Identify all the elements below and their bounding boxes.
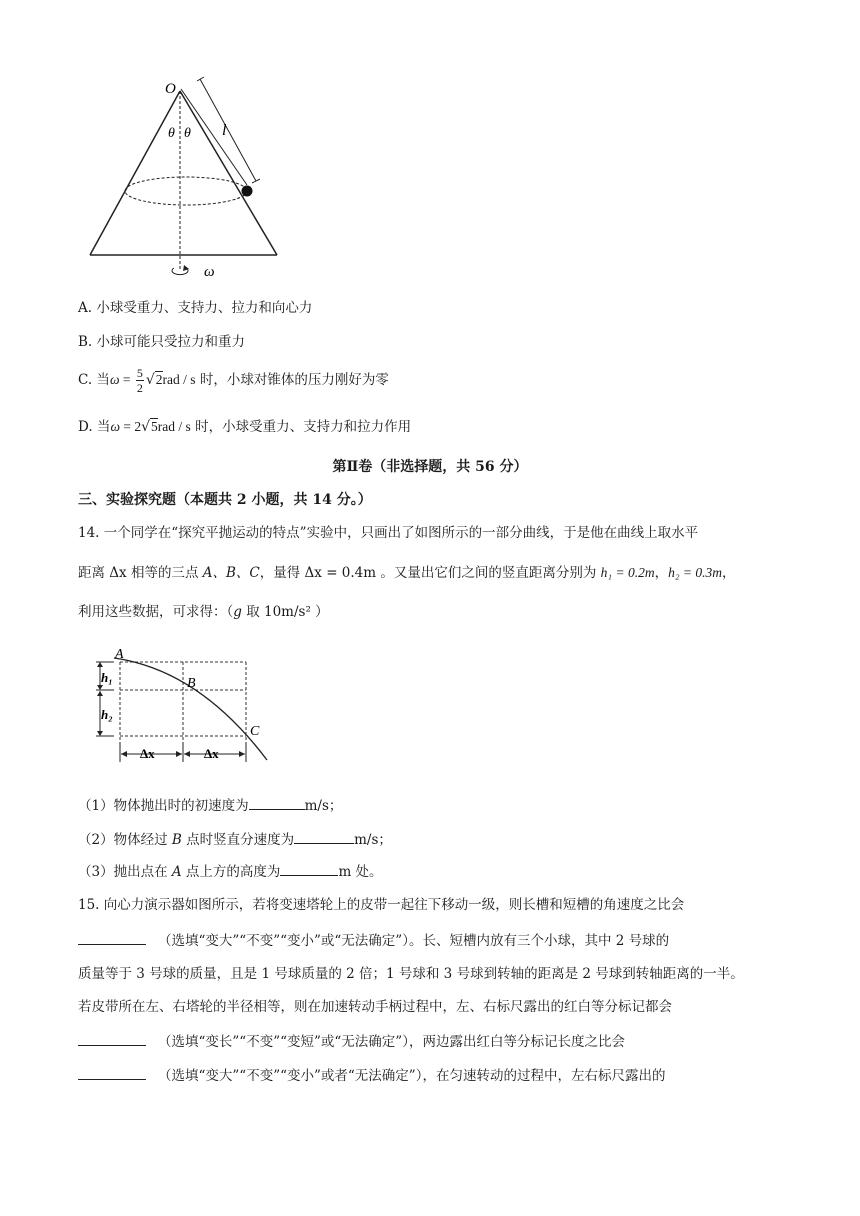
q14-sub1-unit: m/s；: [304, 798, 343, 814]
option-d: [78, 417, 411, 437]
q14-sub3: [78, 861, 383, 882]
part2-title: 第Ⅱ卷（非选择题，共 56 分）: [332, 459, 528, 475]
q15-line5-text: （选填“变长”“不变”“变短”或“无法确定”），两边露出红白等分标记长度之比会: [158, 1034, 625, 1050]
q14-sub1: [78, 795, 342, 816]
option-b: B. 小球可能只受拉力和重力: [78, 334, 246, 350]
q14-sub1-text: （1）物体抛出时的初速度为: [78, 798, 249, 814]
trajectory-figure: [84, 642, 284, 772]
q14-sub3-text-b: 点上方的高度为: [181, 864, 281, 880]
cone-label-l: l: [222, 122, 227, 139]
option-d-eq: = 2: [119, 419, 142, 434]
option-c: [78, 364, 389, 396]
section3-title: 三、实验探究题（本题共 2 小题，共 14 分。）: [78, 492, 372, 508]
traj-label-h1: h₁: [101, 670, 113, 685]
option-d-unit: rad / s: [157, 419, 191, 434]
option-a: A. 小球受重力、支持力、拉力和向心力: [78, 300, 313, 316]
q14-sub2: [78, 829, 392, 850]
q14-g: g: [233, 604, 242, 620]
q14-sub3-blank[interactable]: [280, 861, 338, 876]
option-c-root: 2: [155, 372, 163, 387]
option-c-unit: rad / s: [162, 372, 196, 387]
cone-label-theta-right: θ: [184, 126, 191, 141]
q15-line1: 15. 向心力演示器如图所示，若将变速塔轮上的皮带一起往下移动一级，则长槽和短槽的角速度之比会: [78, 897, 685, 913]
traj-label-dx2: Δx: [204, 746, 219, 761]
q15-blank3[interactable]: [78, 1065, 146, 1080]
q14-sub2-point: B: [171, 832, 182, 848]
q14-sub2-unit: m/s；: [354, 832, 392, 848]
option-c-suffix: 时，小球对锥体的压力刚好为零: [195, 372, 389, 388]
q14-line2-c: ，量得 Δx = 0.4m 。又量出它们之间的竖直距离分别为: [259, 565, 601, 581]
option-d-omega: ω: [110, 419, 120, 434]
q14-h1: h₁ = 0.2m: [600, 565, 655, 580]
q15-line6-text: （选填“变大”“不变”“变小”或者“无法确定”），在匀速转动的过程中，左右标尺露出的: [158, 1068, 666, 1084]
q15-line6: [78, 1065, 665, 1086]
sqrt-icon: √: [145, 372, 155, 388]
q14-points: A、B、C: [202, 565, 260, 581]
cone-figure: [80, 75, 300, 285]
traj-label-dx1: Δx: [140, 746, 155, 761]
option-c-omega: ω: [109, 372, 120, 387]
traj-label-B: B: [187, 676, 196, 691]
q14-sub2-text-b: 点时竖直分速度为: [181, 832, 295, 848]
traj-label-h2: h₂: [101, 707, 113, 722]
q15-line2-text: （选填“变大”“不变”“变小”或“无法确定”）。长、短槽内放有三个小球，其中 2 号球的: [158, 933, 670, 949]
q14-sub3-point: A: [171, 864, 182, 880]
sqrt-icon: √: [141, 419, 151, 435]
cone-label-theta-left: θ: [168, 126, 175, 141]
cone-label-omega: ω: [204, 264, 215, 280]
option-d-root: 5: [151, 419, 158, 434]
q14-line3: [78, 602, 329, 622]
q15-blank1[interactable]: [78, 930, 146, 945]
q14-line1: 14. 一个同学在“探究平抛运动的特点”实验中，只画出了如图所示的一部分曲线，于是他在曲线上取水平: [78, 525, 699, 541]
q14-sub2-text-a: （2）物体经过: [78, 832, 172, 848]
q15-line2: [78, 930, 669, 951]
traj-label-C: C: [250, 724, 260, 739]
q14-line3-b: 取 10m/s² ）: [241, 604, 329, 620]
q14-sub3-text-a: （3）抛出点在: [78, 864, 172, 880]
cone-label-O: O: [165, 81, 176, 97]
q14-sub2-blank[interactable]: [294, 829, 354, 844]
q14-line2: 距离 Δx 相等的三点 A、B、C，量得 Δx = 0.4m 。又量出它们之间的竖直距离分别为 h₁ = 0.2m，h₂ = 0.3m，: [78, 565, 736, 581]
q14-h2: h₂ = 0.3m: [668, 565, 723, 580]
q15-line4: 若皮带所在左、右塔轮的半径相等，则在加速转动手柄过程中，左、右标尺露出的红白等分标记都会: [78, 999, 672, 1015]
option-c-eq: =: [119, 372, 134, 387]
option-d-prefix: D. 当: [78, 419, 111, 435]
option-d-suffix: 时，小球受重力、支持力和拉力作用: [190, 419, 412, 435]
option-c-num: 5: [136, 366, 143, 380]
q14-sub3-unit: m 处。: [338, 864, 383, 880]
q15-blank2[interactable]: [78, 1031, 146, 1046]
q14-sub1-blank[interactable]: [249, 795, 305, 810]
q15-line3: 质量等于 3 号球的质量，且是 1 号球质量的 2 倍；1 号球和 3 号球到转轴的距离是 2 号球到转轴距离的一半。: [78, 966, 744, 982]
q14-line3-a: 利用这些数据，可求得：（: [78, 604, 234, 620]
q15-line5: [78, 1031, 625, 1052]
option-c-prefix: C. 当: [78, 372, 110, 388]
option-c-fraction: [136, 366, 144, 395]
traj-label-A: A: [115, 647, 124, 662]
option-c-den: 2: [136, 381, 143, 395]
q14-line2-a: 距离 Δx 相等的三点: [78, 565, 203, 581]
